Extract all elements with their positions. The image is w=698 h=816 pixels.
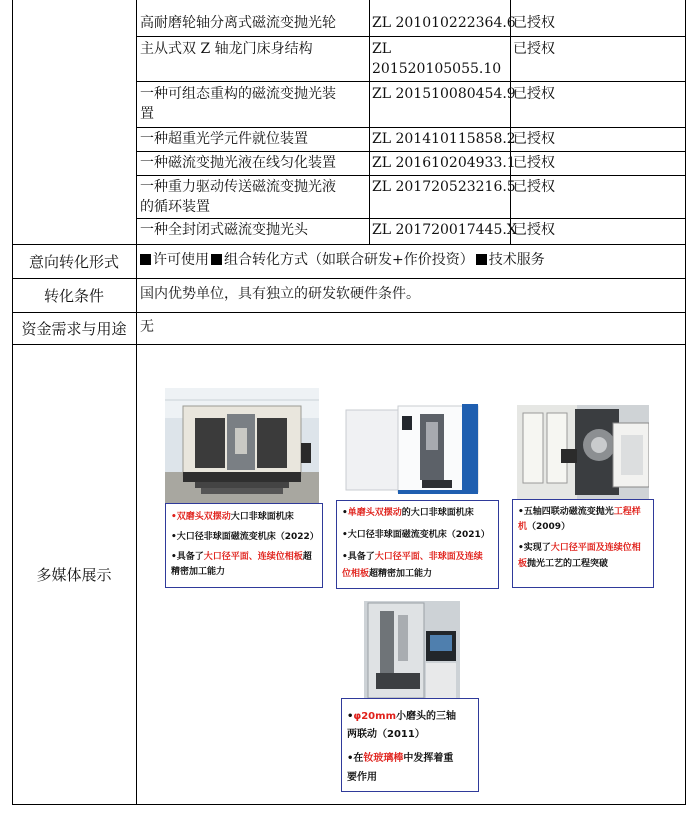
caption-double-swing (165, 503, 323, 588)
patent-row-divider (136, 175, 685, 176)
caption-text: • (342, 508, 348, 518)
caption-text: •大口径非球面磁流变机床（2022） (171, 532, 319, 542)
label-column-divider (136, 0, 137, 805)
checkbox-filled-icon (476, 254, 487, 265)
caption-line (518, 506, 641, 519)
caption-text: •在 (347, 753, 364, 764)
intent-option: 技术服务 (488, 252, 545, 268)
section-divider (12, 312, 686, 313)
machine-photo-single-swing (336, 402, 494, 500)
patent-number: ZL (372, 41, 392, 57)
patent-number: ZL 201720523216.5 (372, 179, 516, 195)
caption-line (518, 558, 608, 571)
patent-number: 201520105055.10 (372, 61, 502, 77)
caption-text: 大口径平面、连续位相板 (203, 552, 303, 562)
intent-option: 组合转化方式（如联合研发+作价投资） (224, 252, 474, 268)
caption-line (342, 551, 483, 564)
conditions-value: 国内优势单位，具有独立的研发软硬件条件。 (140, 286, 420, 302)
caption-five-axis (512, 499, 654, 588)
caption-text: 钕玻璃棒 (363, 753, 404, 764)
caption-single-swing (336, 500, 499, 589)
caption-text: •实现了 (518, 543, 551, 553)
patent-row-divider (136, 127, 685, 128)
patent-number: ZL 201610204933.1 (372, 155, 516, 171)
caption-text: 工程样 (613, 507, 641, 517)
patent-row-divider (136, 81, 685, 82)
machine-photo-five-axis (517, 405, 649, 499)
caption-line (171, 511, 294, 524)
patent-name: 高耐磨轮轴分离式磁流变抛光轮 (140, 15, 336, 31)
section-divider (12, 244, 686, 245)
patent-status: 已授权 (513, 15, 555, 31)
patent-number: ZL 201510080454.9 (372, 86, 516, 102)
patent-name: 主从式双 Z 轴龙门床身结构 (140, 41, 313, 57)
caption-text: 板 (518, 559, 528, 569)
intent-option: 许可使用 (153, 252, 209, 268)
caption-text: 中发挥着重 (403, 753, 454, 764)
caption-text: 大口非球面机床 (230, 512, 294, 522)
caption-line (347, 752, 453, 765)
caption-line (518, 542, 641, 555)
caption-line (342, 568, 432, 581)
caption-text: 超 (302, 552, 312, 562)
caption-line (518, 521, 570, 534)
patent-status: 已授权 (513, 179, 555, 195)
patent-row-divider (136, 36, 685, 37)
patent-name: 一种超重光学元件就位装置 (140, 131, 308, 147)
caption-line (171, 566, 225, 579)
caption-text: 两联动（2011） (347, 729, 425, 740)
caption-text: •具备了 (342, 552, 375, 562)
caption-text: 机 (518, 522, 528, 532)
caption-text: 精密加工能力 (171, 567, 226, 577)
patent-name: 的循环装置 (140, 199, 210, 215)
funding-value: 无 (140, 319, 154, 335)
caption-line (171, 531, 319, 544)
caption-line (342, 507, 474, 520)
patent-status: 已授权 (513, 155, 555, 171)
table-border-left (12, 0, 13, 805)
caption-text: 的大口非球面机床 (401, 508, 474, 518)
patent-status: 已授权 (513, 131, 555, 147)
section-divider (12, 278, 686, 279)
caption-line (342, 529, 490, 542)
caption-line (347, 771, 377, 784)
caption-text: •大口径非球面磁流变机床（2021） (342, 530, 490, 540)
caption-text: 位相板 (342, 569, 370, 579)
caption-text: 小磨头的三轴 (395, 711, 456, 722)
caption-line (347, 710, 456, 723)
caption-line (347, 728, 425, 741)
caption-line (171, 551, 312, 564)
patent-name: 一种重力驱动传送磁流变抛光液 (140, 179, 336, 195)
section-divider (12, 344, 686, 345)
checkbox-filled-icon (140, 254, 151, 265)
table-border-right (685, 0, 686, 805)
patent-number: ZL 201010222364.6 (372, 15, 516, 31)
patent-status: 已授权 (513, 222, 555, 238)
patent-name: 一种磁流变抛光液在线匀化装置 (140, 155, 336, 171)
patent-row-divider (136, 151, 685, 152)
patent-name: 置 (140, 106, 154, 122)
table-border-bottom (12, 804, 686, 805)
caption-text: 双磨头双摆动 (176, 512, 231, 522)
caption-small-head (341, 698, 479, 792)
patent-name: 一种可组态重构的磁流变抛光装 (140, 86, 336, 102)
intent-label: 意向转化形式 (28, 254, 119, 271)
machine-photo-small-head (364, 601, 460, 698)
caption-text: 要作用 (347, 772, 377, 783)
caption-text: • (171, 512, 177, 522)
patent-status: 已授权 (513, 41, 555, 57)
caption-text: 单磨头双摆动 (347, 508, 402, 518)
intent-options (140, 251, 545, 270)
patent-status: 已授权 (513, 86, 555, 102)
media-label: 多媒体展示 (36, 567, 112, 584)
caption-text: 大口径平面及连续位相 (550, 543, 641, 553)
checkbox-filled-icon (211, 254, 222, 265)
caption-text: 抛光工艺的工程突破 (527, 559, 609, 569)
caption-text: 大口径平面、非球面及连续 (374, 552, 483, 562)
funding-label: 资金需求与用途 (21, 321, 127, 338)
patent-name: 一种全封闭式磁流变抛光头 (140, 222, 308, 238)
caption-text: • (347, 711, 354, 722)
caption-text: （2009） (527, 522, 571, 532)
caption-text: φ20mm (353, 711, 396, 722)
caption-text: •五轴四联动磁流变抛光 (518, 507, 614, 517)
caption-text: •具备了 (171, 552, 204, 562)
patent-number: ZL 201720017445.X (372, 222, 517, 238)
patent-number: ZL 201410115858.2 (372, 131, 516, 147)
conditions-label: 转化条件 (43, 288, 104, 305)
patent-row-divider (136, 218, 685, 219)
caption-text: 超精密加工能力 (369, 569, 433, 579)
machine-photo-double-swing (165, 388, 319, 504)
